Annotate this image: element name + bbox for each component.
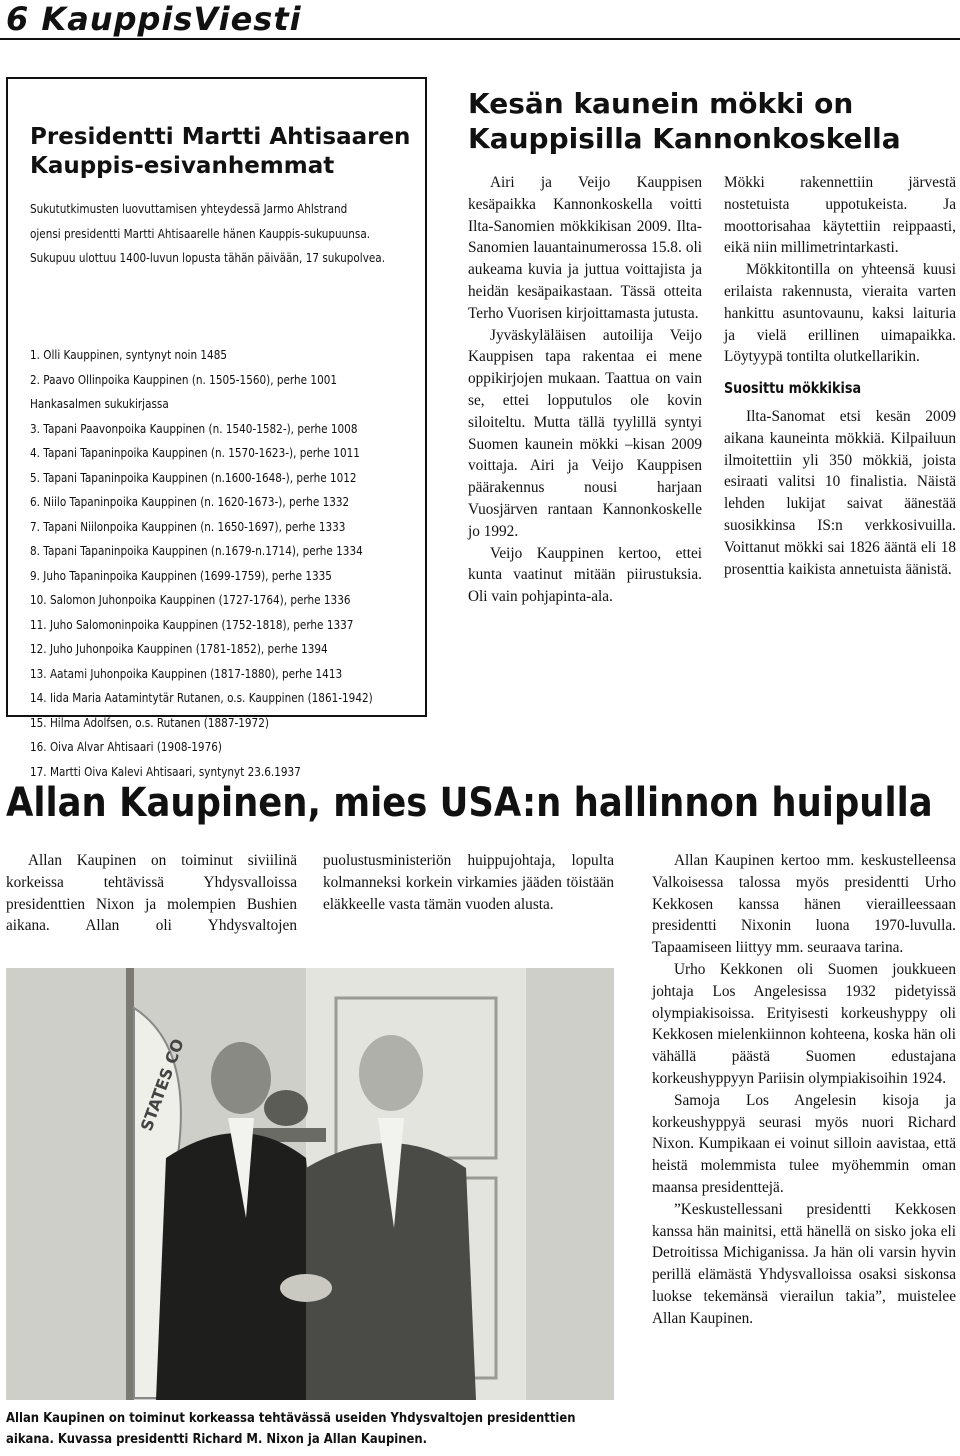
list-item: 16. Oiva Alvar Ahtisaari (1908-1976) [30,739,222,754]
photo-caption [6,1408,576,1450]
section-subheading: Suosittu mökkikisa [724,379,862,398]
photo-illustration [6,968,614,1400]
ancestry-title-line-1: Presidentti Martti Ahtisaaren [30,124,411,150]
paragraph: Airi ja Veijo Kauppisen kesäpaikka Kannonkoskella voitti Ilta-Sanomien mökkikisan 2009. Ilta-Sanomien lauantainumerossa 15.8. oli aukeama kuvia ja juttua voittajista ja heidän kesäpaikastaan. Tässä otteita Terho Vuorisen kirjoittamasta jutusta. [468,174,702,322]
flag-text: STATES CO [136,1036,188,1134]
list-item: 15. Hilma Adolfsen, o.s. Rutanen (1887-1972) [30,714,269,730]
nixon-kaupinen-photo [6,968,614,1400]
list-item: 7. Tapani Niilonpoika Kauppinen (n. 1650-1697), perhe 1333 [30,518,346,534]
allan-intro-columns [6,850,614,937]
masthead: 6 KauppisViesti [6,0,302,38]
list-item: 5. Tapani Tapaninpoika Kauppinen (n.1600-1648-), perhe 1012 [30,469,357,485]
list-item: 11. Juho Salomoninpoika Kauppinen (1752-1818), perhe 1337 [30,616,354,632]
header-rule [0,38,960,40]
intro-line: ojensi presidentti Martti Ahtisaarelle hänen Kauppis-sukupuunsa. [30,225,371,241]
list-item: 13. Aatami Juhonpoika Kauppinen (1817-1880), perhe 1413 [30,665,343,681]
list-item: 12. Juho Juhonpoika Kauppinen (1781-1852), perhe 1394 [30,641,328,656]
ancestry-title-line-2: Kauppis-esivanhemmat [30,153,335,179]
list-item: 3. Tapani Paavonpoika Kauppinen (n. 1540-1582-), perhe 1008 [30,420,358,436]
paragraph: Mökkitontilla on yhteensä kuusi erilaista rakennusta, vieraita varten hankittu asuntovaunu, kaksi laituria ja vielä erillinen uimapaikka. Löytyypä tontilta olutkellarikin. [724,261,956,366]
cottage-headline-line-1: Kesän kaunein mökki on [468,87,854,120]
intro-line: Sukututkimusten luovuttamisen yhteydessä Jarmo Ahlstrand [30,201,348,216]
paragraph: Mökki rakennettiin järvestä nostetuista uppotukeista. Ja moottorisahaa käytettiin reippaasti, eikä niin millimetrintarkasti. [724,174,956,257]
allan-column-3 [652,850,956,1330]
allan-headline: Allan Kaupinen, mies USA:n hallinnon huipulla [6,780,933,826]
paragraph: Urho Kekkonen oli Suomen joukkueen johtaja Los Angelesissa 1932 pidetyissä olympiakisoissa. Erityisesti korkeushyppy oli Kekkosen mielenkiinnon kohteena, koska hän oli vähällä päästä Suomen edustajana korkeushyppyyn Pariisin olympiakisoihin 1924. [652,960,956,1087]
ancestor-list [30,343,373,784]
list-item: 17. Martti Oiva Kalevi Ahtisaari, syntynyt 23.6.1937 [30,763,301,779]
list-item: 1. Olli Kauppinen, syntynyt noin 1485 [30,347,228,362]
list-item: Hankasalmen sukukirjassa [30,396,169,411]
list-item: 4. Tapani Tapaninpoika Kauppinen (n. 1570-1623-), perhe 1011 [30,445,360,460]
list-item: 9. Juho Tapaninpoika Kauppinen (1699-1759), perhe 1335 [30,567,332,583]
ancestry-title [30,123,410,181]
paragraph: Veijo Kauppinen kertoo, ettei kunta vaatinut mitään piirustuksia. Oli vain pohjapinta-ala. [468,544,702,606]
cottage-headline [468,86,956,156]
list-item: 8. Tapani Tapaninpoika Kauppinen (n.1679-n.1714), perhe 1334 [30,543,363,558]
paragraph: Allan Kaupinen on toiminut siviilinä korkeissa tehtävissä Yhdysvalloissa presidenttien Nixon ja molempien Bushien aikana. Allan oli Yhdysvaltojen puolustusministeriön huippujohtaja, lopulta kolmanneksi korkein virkamies jääden töistään eläkkeelle vasta tämän vuoden alusta. [6,852,614,935]
paragraph: Samoja Los Angelesin kisoja ja korkeushyppyä seurasi myös nuori Richard Nixon. Kumpikaan ei voinut silloin aavistaa, että heistä molemmista tulee myöhemmin oman maansa presidenttejä. [652,1091,956,1196]
list-item: 6. Niilo Tapaninpoika Kauppinen (n. 1620-1673-), perhe 1332 [30,494,350,509]
intro-line: Sukupuu ulottuu 1400-luvun lopusta tähän päivään, 17 sukupolvea. [30,250,386,265]
caption-line-1: Allan Kaupinen on toiminut korkeassa tehtävässä useiden Yhdysvaltojen presidenttien [6,1410,576,1426]
ancestry-intro [30,197,385,271]
paragraph: Jyväskyläläisen autoilija Veijo Kauppisen tapa rakentaa ei mene oppikirjojen mukaan. Taattua on vain se, ettei lopputulos ole kovin siloiteltu. Mutta tällä tyylillä syntyi Suomen kaunein mökki –kisan 2009 voittaja. Airi ja Veijo Kauppisen päärakennus nousi harjaan Vuosjärven rantaan Kannonkoskelle jo 1992. [468,326,702,540]
list-item: 2. Paavo Ollinpoika Kauppinen (n. 1505-1560), perhe 1001 [30,371,338,387]
paragraph: Ilta-Sanomat etsi kesän 2009 aikana kauneinta mökkiä. Kilpailuun ilmoitettiin yli 350 mökkiä, joista esiraati valitsi 10 finalistia. Näistä lehden lukijat saivat äänestää suosikkinsa IS:n verkkosivuilla. Voittanut mökki sai 1826 ääntä eli 18 prosenttia kaikista annetuista äänistä. [724,407,956,578]
cottage-column-2 [724,172,956,580]
list-item: 10. Salomon Juhonpoika Kauppinen (1727-1764), perhe 1336 [30,592,351,607]
paragraph: ”Keskustellessani presidentti Kekkosen kanssa hän mainitsi, että hänellä on sisko joka eli Detroitissa Michiganissa. Ja hän oli varsin hyvin perillä elämästä Yhdysvalloissa osaksi siskonsa luokse tekemänsä vierailun takia”, muistelee Allan Kaupinen. [652,1200,956,1327]
cottage-headline-line-2: Kauppisilla Kannonkoskella [468,122,901,155]
list-item: 14. Iida Maria Aatamintytär Rutanen, o.s. Kauppinen (1861-1942) [30,690,373,705]
paragraph: Allan Kaupinen kertoo mm. keskustelleensa Valkoisessa talossa myös presidentti Urho Kekkosen kanssa hänen vierailleessaan presidentti Nixonin luona 1970-luvulla. Tapaamiseen liittyy mm. seuraava tarina. [652,852,956,957]
ancestry-box [6,77,427,779]
caption-line-2: aikana. Kuvassa presidentti Richard M. Nixon ja Allan Kaupinen. [6,1431,428,1447]
cottage-column-1 [468,172,702,608]
